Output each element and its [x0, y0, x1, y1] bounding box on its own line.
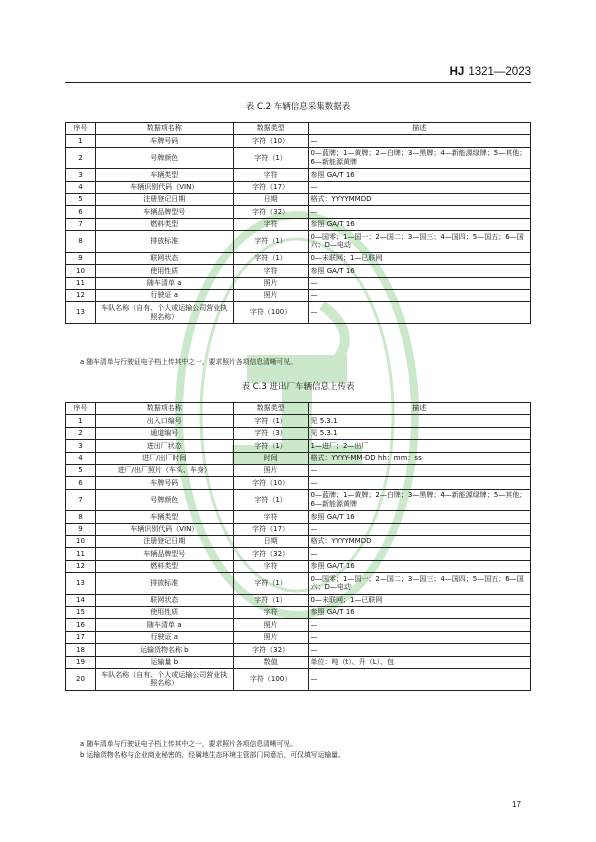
cell-description: 0—国零；1—国一；2—国二；3—国三；4—国四；5—国五；6—国六；D—电动 [308, 231, 530, 253]
table-row [66, 181, 531, 193]
cell-data-type: 日期 [233, 194, 308, 206]
cell-index: 10 [66, 536, 96, 548]
table-c3-note-b: b 运输货物名称与企业商业秘密的，经属地生态环境主管部门同意后，可仅填写运输量。 [80, 751, 345, 759]
cell-index: 19 [66, 656, 96, 668]
cell-description: — [308, 477, 530, 489]
table-c3-notes [80, 739, 345, 761]
cell-item-name: 车辆类型 [95, 169, 233, 181]
cell-item-name: 运输量 b [95, 656, 233, 668]
cell-item-name: 号牌颜色 [95, 147, 233, 169]
cell-data-type: 字符（32） [233, 206, 308, 218]
cell-data-type: 字符 [233, 511, 308, 523]
cell-index: 7 [66, 489, 96, 511]
cell-index: 8 [66, 511, 96, 523]
table-header-row [66, 403, 531, 415]
cell-description: 0—蓝牌；1—黄牌；2—白牌；3—黑牌；4—新能源绿牌；5—其他；6—新能源黄牌 [308, 147, 530, 169]
cell-index: 9 [66, 252, 96, 264]
table-c3-caption: 表 C.3 进出厂车辆信息上传表 [241, 382, 355, 392]
table-row [66, 489, 531, 511]
table-row [66, 194, 531, 206]
cell-index: 2 [66, 147, 96, 169]
header-item-name: 数据项名称 [95, 403, 233, 415]
cell-data-type: 照片 [233, 464, 308, 476]
table-row [66, 289, 531, 301]
cell-description: 参照 GA/T 16 [308, 560, 530, 572]
cell-index: 18 [66, 644, 96, 656]
cell-item-name: 车辆类型 [95, 511, 233, 523]
cell-item-name: 燃料类型 [95, 560, 233, 572]
cell-description: 参照 GA/T 16 [308, 218, 530, 230]
cell-data-type: 字符（17） [233, 523, 308, 535]
table-row [66, 147, 531, 169]
cell-data-type: 字符（32） [233, 548, 308, 560]
cell-data-type: 字符 [233, 218, 308, 230]
table-row [66, 452, 531, 464]
cell-index: 9 [66, 523, 96, 535]
cell-index: 4 [66, 452, 96, 464]
cell-description: — [308, 464, 530, 476]
cell-data-type: 时间 [233, 452, 308, 464]
cell-item-name: 行驶证 a [95, 631, 233, 643]
cell-description: 见 5.3.1 [308, 427, 530, 439]
cell-index: 11 [66, 277, 96, 289]
table-row [66, 607, 531, 619]
cell-data-type: 字符（1） [233, 147, 308, 169]
cell-index: 16 [66, 619, 96, 631]
cell-description: — [308, 548, 530, 560]
cell-data-type: 字符（17） [233, 181, 308, 193]
table-row [66, 440, 531, 452]
table-row [66, 656, 531, 668]
cell-item-name: 注册登记日期 [95, 194, 233, 206]
cell-description: — [308, 523, 530, 535]
cell-index: 20 [66, 669, 96, 691]
table-row [66, 415, 531, 427]
cell-index: 4 [66, 181, 96, 193]
cell-data-type: 字符 [233, 169, 308, 181]
cell-index: 8 [66, 231, 96, 253]
cell-data-type: 字符（1） [233, 252, 308, 264]
cell-item-name: 车队名称（自有、个人或运输公司营业执照名称） [95, 669, 233, 691]
table-c3-note-a: a 随车清单与行驶证电子档上传其中之一，要求照片各项信息清晰可见。 [80, 740, 298, 748]
cell-item-name: 车牌号码 [95, 135, 233, 147]
cell-index: 11 [66, 548, 96, 560]
table-row [66, 135, 531, 147]
header-rule [65, 82, 531, 83]
cell-description: — [308, 206, 530, 218]
header-data-type: 数据类型 [233, 403, 308, 415]
cell-index: 12 [66, 560, 96, 572]
cell-description: 0—国零；1—国一；2—国二；3—国三；4—国四；5—国五；6—国六；D—电动 [308, 573, 530, 595]
cell-description: — [308, 669, 530, 691]
header-item-name: 数据项名称 [95, 123, 233, 135]
cell-data-type: 字符（1） [233, 415, 308, 427]
table-row [66, 631, 531, 643]
table-row [66, 548, 531, 560]
table-header-row [66, 123, 531, 135]
table-row [66, 218, 531, 230]
cell-description: 1—进厂；2—出厂 [308, 440, 530, 452]
standard-code-header [450, 64, 531, 78]
table-row [66, 594, 531, 606]
cell-item-name: 通道编号 [95, 427, 233, 439]
cell-index: 14 [66, 594, 96, 606]
cell-index: 2 [66, 427, 96, 439]
cell-data-type: 字符（3） [233, 427, 308, 439]
cell-item-name: 排放标准 [95, 231, 233, 253]
cell-index: 1 [66, 135, 96, 147]
cell-description: — [308, 644, 530, 656]
table-row [66, 169, 531, 181]
cell-index: 5 [66, 464, 96, 476]
cell-data-type: 字符（1） [233, 573, 308, 595]
cell-item-name: 排放标准 [95, 573, 233, 595]
cell-description: — [308, 619, 530, 631]
header-data-type: 数据类型 [233, 123, 308, 135]
table-row [66, 252, 531, 264]
page-number: 17 [512, 800, 521, 809]
cell-item-name: 车牌号码 [95, 477, 233, 489]
cell-data-type: 字符 [233, 265, 308, 277]
cell-data-type: 字符（1） [233, 489, 308, 511]
cell-description: 见 5.3.1 [308, 415, 530, 427]
cell-index: 17 [66, 631, 96, 643]
header-description: 描述 [308, 123, 530, 135]
cell-item-name: 进出厂状态 [95, 440, 233, 452]
cell-item-name: 使用性质 [95, 607, 233, 619]
cell-data-type: 字符（32） [233, 644, 308, 656]
table-row [66, 619, 531, 631]
cell-index: 3 [66, 440, 96, 452]
cell-item-name: 进厂/出厂时间 [95, 452, 233, 464]
cell-item-name: 使用性质 [95, 265, 233, 277]
cell-item-name: 联网状态 [95, 594, 233, 606]
table-row [66, 644, 531, 656]
cell-index: 12 [66, 289, 96, 301]
table-row [66, 523, 531, 535]
cell-index: 13 [66, 573, 96, 595]
table-c2-note: a 随车清单与行驶证电子档上传其中之一，要求照片各项信息清晰可见。 [80, 358, 298, 366]
cell-data-type: 日期 [233, 536, 308, 548]
cell-description: 0—未联网；1—已联网 [308, 594, 530, 606]
cell-data-type: 字符 [233, 607, 308, 619]
cell-description: — [308, 277, 530, 289]
cell-data-type: 字符（1） [233, 594, 308, 606]
cell-data-type: 照片 [233, 277, 308, 289]
cell-index: 1 [66, 415, 96, 427]
table-row [66, 669, 531, 691]
table-row [66, 302, 531, 324]
table-row [66, 231, 531, 253]
table-row [66, 427, 531, 439]
table-c2-caption: 表 C.2 车辆信息采集数据表 [245, 102, 351, 112]
table-row [66, 536, 531, 548]
cell-description: 参照 GA/T 16 [308, 607, 530, 619]
cell-item-name: 车辆识别代码（VIN） [95, 523, 233, 535]
cell-data-type: 字符（10） [233, 477, 308, 489]
cell-item-name: 燃料类型 [95, 218, 233, 230]
table-row [66, 511, 531, 523]
cell-index: 6 [66, 477, 96, 489]
cell-index: 13 [66, 302, 96, 324]
cell-description: — [308, 135, 530, 147]
header-index: 序号 [66, 123, 96, 135]
cell-item-name: 号牌颜色 [95, 489, 233, 511]
cell-description: — [308, 631, 530, 643]
table-row [66, 573, 531, 595]
cell-description: 0—蓝牌；1—黄牌；2—白牌；3—黑牌；4—新能源绿牌；5—其他；6—新能源黄牌 [308, 489, 530, 511]
cell-index: 6 [66, 206, 96, 218]
table-row [66, 265, 531, 277]
cell-data-type: 字符（1） [233, 440, 308, 452]
cell-description: 0—未联网；1—已联网 [308, 252, 530, 264]
cell-item-name: 随车清单 a [95, 277, 233, 289]
cell-item-name: 进厂/出厂照片（车头、车身） [95, 464, 233, 476]
cell-index: 15 [66, 607, 96, 619]
cell-item-name: 行驶证 a [95, 289, 233, 301]
cell-item-name: 随车清单 a [95, 619, 233, 631]
cell-index: 10 [66, 265, 96, 277]
cell-index: 5 [66, 194, 96, 206]
cell-description: 参照 GA/T 16 [308, 265, 530, 277]
cell-data-type: 字符 [233, 560, 308, 572]
cell-data-type: 照片 [233, 631, 308, 643]
cell-description: 格式：YYYYMMDD [308, 194, 530, 206]
cell-data-type: 照片 [233, 289, 308, 301]
table-row [66, 206, 531, 218]
standard-number: 1321—2023 [468, 66, 531, 78]
cell-item-name: 联网状态 [95, 252, 233, 264]
cell-item-name: 出入口编号 [95, 415, 233, 427]
standard-prefix: HJ [449, 66, 465, 78]
cell-description: 参照 GA/T 16 [308, 511, 530, 523]
cell-description: — [308, 181, 530, 193]
cell-item-name: 车辆识别代码（VIN） [95, 181, 233, 193]
cell-description: 格式：YYYY-MM-DD hh：mm：ss [308, 452, 530, 464]
cell-item-name: 车辆品牌型号 [95, 548, 233, 560]
cell-item-name: 车队名称（自有、个人或运输公司营业执照名称） [95, 302, 233, 324]
cell-data-type: 字符（100） [233, 302, 308, 324]
cell-description: 单位：吨（t）、升（L）、包 [308, 656, 530, 668]
cell-item-name: 车辆品牌型号 [95, 206, 233, 218]
cell-description: — [308, 302, 530, 324]
table-row [66, 477, 531, 489]
cell-data-type: 照片 [233, 619, 308, 631]
table-row [66, 277, 531, 289]
cell-item-name: 注册登记日期 [95, 536, 233, 548]
header-index: 序号 [66, 403, 96, 415]
cell-data-type: 字符（100） [233, 669, 308, 691]
table-row [66, 464, 531, 476]
cell-description: 格式：YYYYMMDD [308, 536, 530, 548]
cell-data-type: 字符（10） [233, 135, 308, 147]
header-description: 描述 [308, 403, 530, 415]
cell-index: 3 [66, 169, 96, 181]
cell-item-name: 运输货物名称 b [95, 644, 233, 656]
table-c3 [65, 402, 531, 691]
table-row [66, 560, 531, 572]
cell-index: 7 [66, 218, 96, 230]
table-c2 [65, 122, 531, 324]
cell-description: — [308, 289, 530, 301]
cell-data-type: 字符（1） [233, 231, 308, 253]
cell-data-type: 数值 [233, 656, 308, 668]
cell-description: 参照 GA/T 16 [308, 169, 530, 181]
